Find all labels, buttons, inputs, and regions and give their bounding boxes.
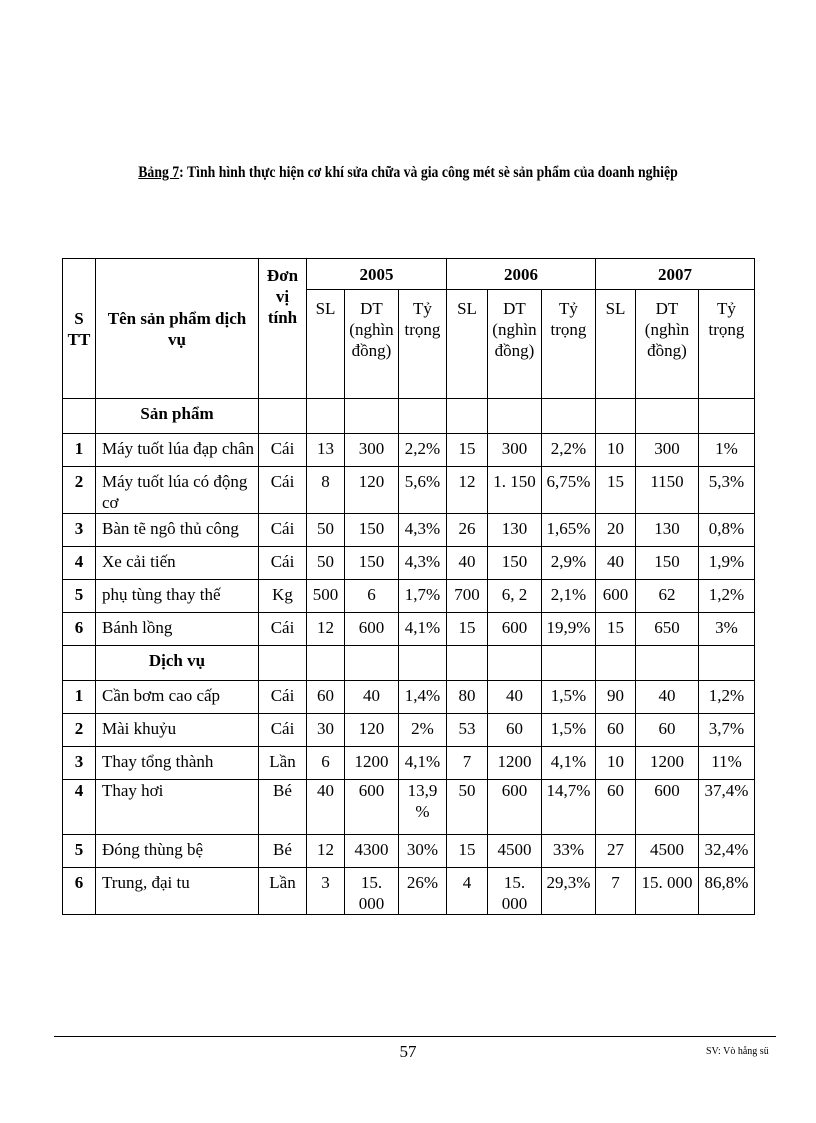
cell-ty-trong: 3,7% <box>699 714 755 747</box>
cell-ty-trong: 5,3% <box>699 467 755 514</box>
section-title: Dịch vụ <box>96 646 259 681</box>
empty-cell <box>542 399 596 434</box>
row-stt: 3 <box>63 514 96 547</box>
row-name: Bàn tẽ ngô thủ công <box>96 514 259 547</box>
cell-dt: 62 <box>636 580 699 613</box>
cell-dt: 600 <box>488 780 542 835</box>
cell-ty-trong: 1,2% <box>699 580 755 613</box>
row-name: Cần bơm cao cấp <box>96 681 259 714</box>
cell-dt: 40 <box>636 681 699 714</box>
cell-sl: 13 <box>307 434 345 467</box>
products-services-table <box>62 258 755 915</box>
table-row <box>63 835 755 868</box>
cell-sl: 20 <box>596 514 636 547</box>
row-name: Thay tổng thành <box>96 747 259 780</box>
cell-ty-trong: 32,4% <box>699 835 755 868</box>
cell-dt: 15. 000 <box>488 868 542 915</box>
empty-cell <box>699 646 755 681</box>
cell-sl: 7 <box>447 747 488 780</box>
cell-ty-trong: 2,1% <box>542 580 596 613</box>
table-row <box>63 434 755 467</box>
cell-sl: 40 <box>596 547 636 580</box>
cell-sl: 6 <box>307 747 345 780</box>
table-row <box>63 547 755 580</box>
header-ty-trong: Tỷ trọng <box>699 290 755 399</box>
cell-sl: 15 <box>596 467 636 514</box>
cell-dt: 15. 000 <box>345 868 399 915</box>
cell-ty-trong: 1,65% <box>542 514 596 547</box>
cell-dt: 4500 <box>636 835 699 868</box>
cell-dt: 300 <box>636 434 699 467</box>
empty-cell <box>399 399 447 434</box>
cell-sl: 80 <box>447 681 488 714</box>
empty-cell <box>345 399 399 434</box>
cell-ty-trong: 1,4% <box>399 681 447 714</box>
cell-sl: 27 <box>596 835 636 868</box>
row-stt: 2 <box>63 714 96 747</box>
row-stt: 1 <box>63 434 96 467</box>
cell-sl: 12 <box>307 835 345 868</box>
row-stt: 4 <box>63 780 96 835</box>
header-unit: Đơn vị tính <box>259 259 307 399</box>
empty-cell <box>399 646 447 681</box>
cell-ty-trong: 2,9% <box>542 547 596 580</box>
cell-dt: 6 <box>345 580 399 613</box>
cell-sl: 4 <box>447 868 488 915</box>
row-name: Thay hơi <box>96 780 259 835</box>
cell-ty-trong: 6,75% <box>542 467 596 514</box>
cell-ty-trong: 1,7% <box>399 580 447 613</box>
row-stt: 2 <box>63 467 96 514</box>
cell-dt: 150 <box>345 547 399 580</box>
cell-sl: 50 <box>307 547 345 580</box>
row-unit: Cái <box>259 434 307 467</box>
cell-dt: 40 <box>345 681 399 714</box>
empty-cell <box>345 646 399 681</box>
cell-sl: 12 <box>447 467 488 514</box>
cell-dt: 4500 <box>488 835 542 868</box>
cell-dt: 130 <box>488 514 542 547</box>
cell-ty-trong: 3% <box>699 613 755 646</box>
header-year-2006: 2006 <box>447 259 596 290</box>
header-year-2005: 2005 <box>307 259 447 290</box>
cell-sl: 8 <box>307 467 345 514</box>
header-dt: DT (nghìn đồng) <box>488 290 542 399</box>
row-name: Xe cải tiến <box>96 547 259 580</box>
cell-ty-trong: 5,6% <box>399 467 447 514</box>
footer-divider <box>54 1036 776 1037</box>
row-name: Trung, đại tu <box>96 868 259 915</box>
cell-ty-trong: 1,2% <box>699 681 755 714</box>
cell-sl: 7 <box>596 868 636 915</box>
cell-dt: 650 <box>636 613 699 646</box>
table-row <box>63 514 755 547</box>
cell-sl: 3 <box>307 868 345 915</box>
cell-ty-trong: 2,2% <box>399 434 447 467</box>
table-row <box>63 613 755 646</box>
cell-sl: 15 <box>447 434 488 467</box>
cell-dt: 4300 <box>345 835 399 868</box>
empty-cell <box>259 399 307 434</box>
cell-dt: 600 <box>636 780 699 835</box>
cell-sl: 12 <box>307 613 345 646</box>
cell-ty-trong: 13,9 % <box>399 780 447 835</box>
header-sl: SL <box>447 290 488 399</box>
table-row <box>63 467 755 514</box>
row-stt: 6 <box>63 613 96 646</box>
cell-dt: 1200 <box>345 747 399 780</box>
cell-ty-trong: 30% <box>399 835 447 868</box>
cell-dt: 120 <box>345 467 399 514</box>
cell-ty-trong: 86,8% <box>699 868 755 915</box>
row-unit: Cái <box>259 613 307 646</box>
cell-ty-trong: 2% <box>399 714 447 747</box>
cell-ty-trong: 33% <box>542 835 596 868</box>
cell-sl: 30 <box>307 714 345 747</box>
row-unit: Bé <box>259 835 307 868</box>
empty-cell <box>596 646 636 681</box>
cell-dt: 60 <box>488 714 542 747</box>
empty-cell <box>488 399 542 434</box>
cell-sl: 50 <box>447 780 488 835</box>
cell-sl: 26 <box>447 514 488 547</box>
cell-dt: 6, 2 <box>488 580 542 613</box>
cell-dt: 1200 <box>636 747 699 780</box>
cell-dt: 15. 000 <box>636 868 699 915</box>
cell-dt: 300 <box>345 434 399 467</box>
cell-ty-trong: 4,3% <box>399 547 447 580</box>
row-unit: Bé <box>259 780 307 835</box>
row-unit: Lần <box>259 747 307 780</box>
row-name: Đóng thùng bệ <box>96 835 259 868</box>
cell-dt: 1200 <box>488 747 542 780</box>
row-stt: 5 <box>63 580 96 613</box>
author-note: SV: Vò hång sü <box>706 1046 769 1057</box>
cell-sl: 50 <box>307 514 345 547</box>
empty-cell <box>447 399 488 434</box>
header-year-2007: 2007 <box>596 259 755 290</box>
cell-sl: 40 <box>307 780 345 835</box>
empty-cell <box>259 646 307 681</box>
cell-dt: 150 <box>636 547 699 580</box>
cell-ty-trong: 4,1% <box>399 613 447 646</box>
cell-ty-trong: 19,9% <box>542 613 596 646</box>
table-row <box>63 747 755 780</box>
cell-ty-trong: 37,4% <box>699 780 755 835</box>
cell-dt: 600 <box>488 613 542 646</box>
cell-sl: 60 <box>596 780 636 835</box>
cell-ty-trong: 26% <box>399 868 447 915</box>
cell-sl: 10 <box>596 434 636 467</box>
header-ty-trong: Tỷ trọng <box>399 290 447 399</box>
row-name: Mài khuỷu <box>96 714 259 747</box>
section-title: Sản phẩm <box>96 399 259 434</box>
cell-sl: 500 <box>307 580 345 613</box>
empty-cell <box>488 646 542 681</box>
cell-dt: 600 <box>345 780 399 835</box>
header-ty-trong: Tỷ trọng <box>542 290 596 399</box>
empty-cell <box>699 399 755 434</box>
section-row <box>63 399 755 434</box>
cell-dt: 600 <box>345 613 399 646</box>
row-name: phụ tùng thay thế <box>96 580 259 613</box>
table-caption <box>57 164 759 182</box>
row-unit: Cái <box>259 547 307 580</box>
cell-dt: 300 <box>488 434 542 467</box>
header-dt: DT (nghìn đồng) <box>345 290 399 399</box>
cell-ty-trong: 11% <box>699 747 755 780</box>
cell-sl: 600 <box>596 580 636 613</box>
cell-sl: 15 <box>447 613 488 646</box>
cell-sl: 60 <box>307 681 345 714</box>
cell-sl: 53 <box>447 714 488 747</box>
row-stt: 4 <box>63 547 96 580</box>
cell-ty-trong: 2,2% <box>542 434 596 467</box>
empty-cell <box>307 646 345 681</box>
cell-sl: 700 <box>447 580 488 613</box>
empty-cell <box>63 646 96 681</box>
table-row <box>63 868 755 915</box>
empty-cell <box>542 646 596 681</box>
cell-dt: 40 <box>488 681 542 714</box>
row-stt: 5 <box>63 835 96 868</box>
row-unit: Lần <box>259 868 307 915</box>
caption-label: Bảng 7 <box>138 164 180 181</box>
row-name: Máy tuốt lúa đạp chân <box>96 434 259 467</box>
row-stt: 6 <box>63 868 96 915</box>
row-stt: 3 <box>63 747 96 780</box>
header-sl: SL <box>596 290 636 399</box>
cell-dt: 120 <box>345 714 399 747</box>
page-number: 57 <box>399 1042 417 1061</box>
row-name: Máy tuốt lúa có động cơ <box>96 467 259 514</box>
header-sl: SL <box>307 290 345 399</box>
cell-ty-trong: 1,9% <box>699 547 755 580</box>
empty-cell <box>636 646 699 681</box>
cell-ty-trong: 1,5% <box>542 714 596 747</box>
cell-sl: 15 <box>596 613 636 646</box>
cell-sl: 15 <box>447 835 488 868</box>
empty-cell <box>307 399 345 434</box>
table-row <box>63 681 755 714</box>
header-row-years <box>63 259 755 290</box>
empty-cell <box>63 399 96 434</box>
cell-ty-trong: 4,1% <box>542 747 596 780</box>
cell-dt: 150 <box>345 514 399 547</box>
cell-ty-trong: 14,7% <box>542 780 596 835</box>
row-unit: Cái <box>259 467 307 514</box>
row-unit: Cái <box>259 514 307 547</box>
cell-dt: 1150 <box>636 467 699 514</box>
cell-ty-trong: 4,1% <box>399 747 447 780</box>
cell-ty-trong: 0,8% <box>699 514 755 547</box>
empty-cell <box>596 399 636 434</box>
caption-text: : Tình hình thực hiện cơ khí sửa chữa và gia công mét sè sản phẩm của doanh nghiệp <box>179 164 678 181</box>
section-row <box>63 646 755 681</box>
row-unit: Cái <box>259 681 307 714</box>
row-name: Bánh lồng <box>96 613 259 646</box>
row-stt: 1 <box>63 681 96 714</box>
row-unit: Kg <box>259 580 307 613</box>
table-row <box>63 780 755 835</box>
cell-sl: 10 <box>596 747 636 780</box>
header-dt: DT (nghìn đồng) <box>636 290 699 399</box>
table-row <box>63 580 755 613</box>
cell-ty-trong: 1,5% <box>542 681 596 714</box>
header-stt: S TT <box>63 259 96 399</box>
cell-ty-trong: 4,3% <box>399 514 447 547</box>
cell-ty-trong: 29,3% <box>542 868 596 915</box>
table-row <box>63 714 755 747</box>
empty-cell <box>636 399 699 434</box>
cell-dt: 1. 150 <box>488 467 542 514</box>
cell-ty-trong: 1% <box>699 434 755 467</box>
cell-sl: 60 <box>596 714 636 747</box>
empty-cell <box>447 646 488 681</box>
header-name: Tên sản phẩm dịch vụ <box>96 259 259 399</box>
cell-dt: 150 <box>488 547 542 580</box>
cell-sl: 90 <box>596 681 636 714</box>
cell-dt: 60 <box>636 714 699 747</box>
row-unit: Cái <box>259 714 307 747</box>
cell-sl: 40 <box>447 547 488 580</box>
cell-dt: 130 <box>636 514 699 547</box>
